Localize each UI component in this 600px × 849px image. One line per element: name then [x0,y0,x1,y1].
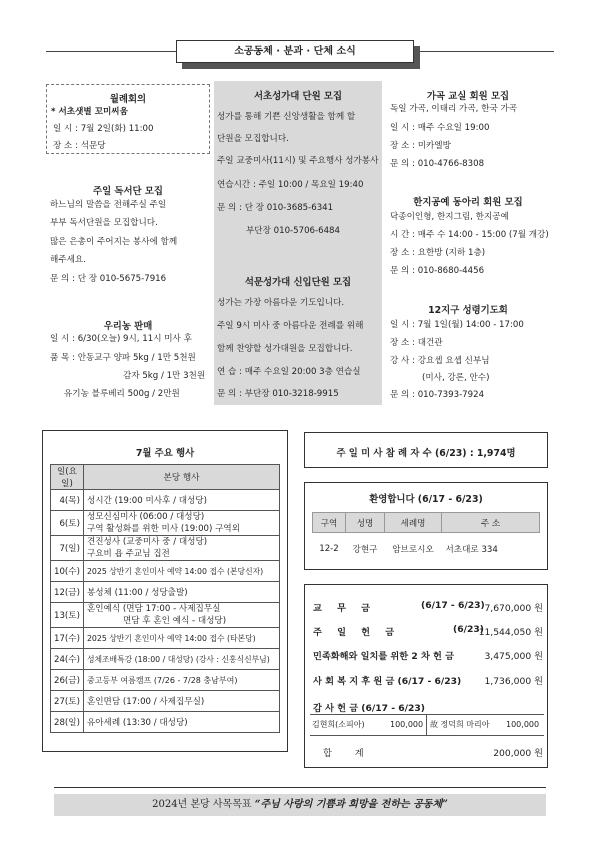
finance-amount: 11,544,050 원 [478,627,543,638]
event-text: 성모신심미사 (06:00 / 대성당) [86,512,205,522]
bible-study-line: 부부 독서단원을 모집합니다. [50,218,158,228]
seocho-choir-line: 성가를 통해 기쁜 신앙생활을 함께 할 [217,112,356,122]
seocho-choir-line: 단원을 모집합니다. [217,134,289,144]
bible-study-line: 많은 은총이 주어지는 봉사에 함께 [50,237,178,247]
event-text: 중고등부 여름캠프 (7/26 - 7/28 충남부여) [83,670,279,691]
prayer-meeting-speaker: 강 사 : 강요셉 요셉 신부님 [390,356,490,366]
finance-label: 주 일 헌 금 [313,627,401,638]
event-text: 혼인예식 (면담 17:00 - 사제집무실 [86,604,221,614]
event-date: 7(일) [51,536,84,561]
finance-row [313,648,543,662]
farm-sale-title: 우리농 판매 [103,321,153,332]
finance-amount: 3,475,000 원 [484,651,543,662]
event-date: 6(토) [51,511,84,536]
monthly-meeting-title: 월례회의 [109,94,147,105]
table-row [51,649,280,670]
section-title: 소공동체 · 분과 · 단체 소식 [176,40,414,63]
welcome-title: 환영합니다 (6/17 - 6/23) [369,494,483,505]
table-row [51,712,280,733]
event-date: 10(수) [51,561,84,582]
table-row [51,561,280,582]
farm-sale-item: 감자 5kg / 1만 3천원 [123,371,206,381]
event-text: 유아세례 (13:30 / 대성당) [83,712,279,733]
event-text: 혼인면담 (17:00 / 사제집무실) [83,691,279,712]
song-class-title: 가곡 교실 회원 모집 [426,91,510,102]
monthly-meeting-date: 일 시 : 7월 2일(화) 11:00 [53,124,154,134]
table-row [51,536,280,561]
bible-study-line: 해주세요. [50,255,86,265]
finance-row [313,673,543,687]
welcome-baptism: 암브로시오 [392,544,434,555]
song-class-place: 장 소 : 미카엘방 [390,141,451,151]
welcome-table [312,512,540,564]
seocho-choir-line: 주일 교중미사(11시) 및 주요행사 성가봉사 [217,156,379,166]
table-row [51,691,280,712]
pastoral-goal-banner [54,794,546,816]
thanks-total-row [313,745,543,759]
thanks-row [310,714,544,736]
farm-sale-item: 품 목 : 안동교구 양파 5kg / 1만 5천원 [50,353,196,363]
finance-period: (6/23) [453,624,484,635]
hanji-club-time: 시 간 : 매주 수 14:00 - 15:00 (7월 개강) [390,230,549,240]
thanks-amount: 100,000 [506,720,540,729]
event-text: 성체조배특강 (18:00 / 대성당) (강사 : 신홍식신부님) [83,649,279,670]
prayer-meeting-title: 12지구 성령기도회 [428,305,508,316]
choir-box [214,81,382,405]
finance-label: 사 회 복 지 후 원 금 (6/17 - 6/23) [313,676,462,687]
seocho-choir-contact: 부단장 010-5706-6484 [246,226,340,236]
table-row [313,533,540,565]
thanks-amount: 100,000 [390,720,424,729]
farm-sale-item: 유기농 블루베리 500g / 2만원 [64,389,180,399]
event-date: 27(토) [51,691,84,712]
finance-row [313,600,543,614]
event-date: 12(금) [51,582,84,603]
welcome-zone: 12-2 [319,543,339,554]
event-date: 24(수) [51,649,84,670]
table-row [51,511,280,536]
welcome-col-zone: 구역 [313,513,346,533]
hanji-club-line: 닥종이인형, 한지그림, 한지공예 [390,212,509,222]
event-text: 면담 후 혼인 예식 - 대성당) [122,616,227,626]
finance-label: 교 무 금 [313,603,377,614]
event-text: 2025 상반기 혼인미사 예약 14:00 접수 (본당신자) [83,561,279,582]
event-date: 17(수) [51,628,84,649]
july-events-table [50,464,280,733]
seokmun-choir-contact: 문 의 : 부단장 010-3218-9915 [217,389,339,399]
bible-study-contact: 문 의 : 단 장 010-5675-7916 [50,274,167,284]
prayer-meeting-time: 일 시 : 7월 1일(월) 14:00 - 17:00 [390,320,524,330]
welcome-name: 강현구 [352,544,378,555]
finance-period: (6/17 - 6/23) [421,600,485,611]
table-row [51,490,280,511]
event-date: 26(금) [51,670,84,691]
pastoral-goal-prefix: 2024년 본당 사목목표 [152,799,252,810]
total-label: 합 계 [323,748,374,759]
welcome-col-baptism: 세례명 [385,513,442,533]
song-class-line: 독일 가곡, 이태리 가곡, 한국 가곡 [390,104,518,114]
event-text: 성시간 (19:00 미사후 / 대성당) [83,490,279,511]
hanji-club-place: 장 소 : 요한방 (지하 1층) [390,248,486,258]
event-date: 4(목) [51,490,84,511]
mass-attendance-text: 주 일 미 사 참 례 자 수 (6/23) : 1,974명 [336,448,516,459]
event-text: 구요비 욥 주교님 집전 [86,549,170,559]
finance-row [313,624,543,638]
finance-amount: 7,670,000 원 [484,603,543,614]
thanks-title: 감 사 헌 금 (6/17 - 6/23) [313,703,425,714]
monthly-meeting-place: 장 소 : 석문당 [53,141,106,151]
bible-study-line: 하느님의 말씀을 전해주실 주일 [50,200,167,210]
thanks-donor: 김현희(소피아) [312,720,365,729]
footer-rule [54,787,546,788]
song-class-time: 일 시 : 매주 수요일 19:00 [390,123,490,133]
pastoral-goal-slogan: “주님 사랑의 기쁨과 희망을 전하는 공동체” [254,799,448,810]
event-text: 견진성사 (교중미사 중 / 대성당) [86,537,208,547]
seocho-choir-line: 연습시간 : 주일 10:00 / 목요일 19:40 [217,180,364,190]
seokmun-choir-title: 석문성가대 신입단원 모집 [244,277,352,288]
col-date-header: 일(요일) [51,465,84,490]
prayer-meeting-place: 장 소 : 대건관 [390,338,443,348]
prayer-meeting-detail: (미사, 강론, 안수) [422,373,490,383]
event-text: 2025 상반기 혼인미사 예약 14:00 접수 (타본당) [83,628,279,649]
table-row [51,628,280,649]
monthly-meeting-group: * 서초샛별 꼬미씨움 [51,107,128,117]
finance-label: 민족화해와 일치를 위한 2 차 헌 금 [313,651,454,662]
table-row [51,582,280,603]
song-class-contact: 문 의 : 010-4766-8308 [390,159,485,169]
seokmun-choir-line: 성가는 가장 아름다운 기도입니다. [217,298,345,308]
event-date: 13(토) [51,603,84,628]
seocho-choir-contact: 문 의 : 단 장 010-3685-6341 [217,203,334,213]
table-row [51,670,280,691]
table-row [51,603,280,628]
total-amount: 200,000 원 [493,748,543,759]
bible-study-title: 주일 독서단 모집 [93,186,163,197]
header-rule-left [46,51,176,52]
welcome-col-name: 성명 [346,513,385,533]
seokmun-choir-line: 연 습 : 매주 수요일 20:00 3층 연습실 [217,367,361,377]
col-event-header: 본당 행사 [83,465,279,490]
event-text: 구역 활성화를 위한 미사 (19:00) 구역외 [86,524,241,534]
prayer-meeting-contact: 문 의 : 010-7393-7924 [390,390,485,400]
hanji-club-contact: 문 의 : 010-8680-4456 [390,266,485,276]
seokmun-choir-line: 주일 9시 미사 중 아름다운 전례를 위해 [217,321,364,331]
hanji-club-title: 한지공예 동아리 회원 모집 [413,197,523,208]
farm-sale-time: 일 시 : 6/30(오늘) 9시, 11시 미사 후 [50,334,192,344]
thanks-donor: 故 정덕희 마리아 [430,720,490,729]
thanks-divider [426,715,427,735]
july-events-title: 7월 주요 행사 [135,448,195,459]
seocho-choir-title: 서초성가대 단원 모집 [253,91,343,102]
header-rule-right [420,51,554,52]
event-date: 28(일) [51,712,84,733]
seokmun-choir-line: 함께 찬양할 성가대원을 모집합니다. [217,344,353,354]
finance-amount: 1,736,000 원 [484,676,543,687]
welcome-address: 서초대로 334 [445,544,498,555]
event-text: 봉성체 (11:00 / 성당출발) [83,582,279,603]
welcome-col-address: 주 소 [442,513,540,533]
